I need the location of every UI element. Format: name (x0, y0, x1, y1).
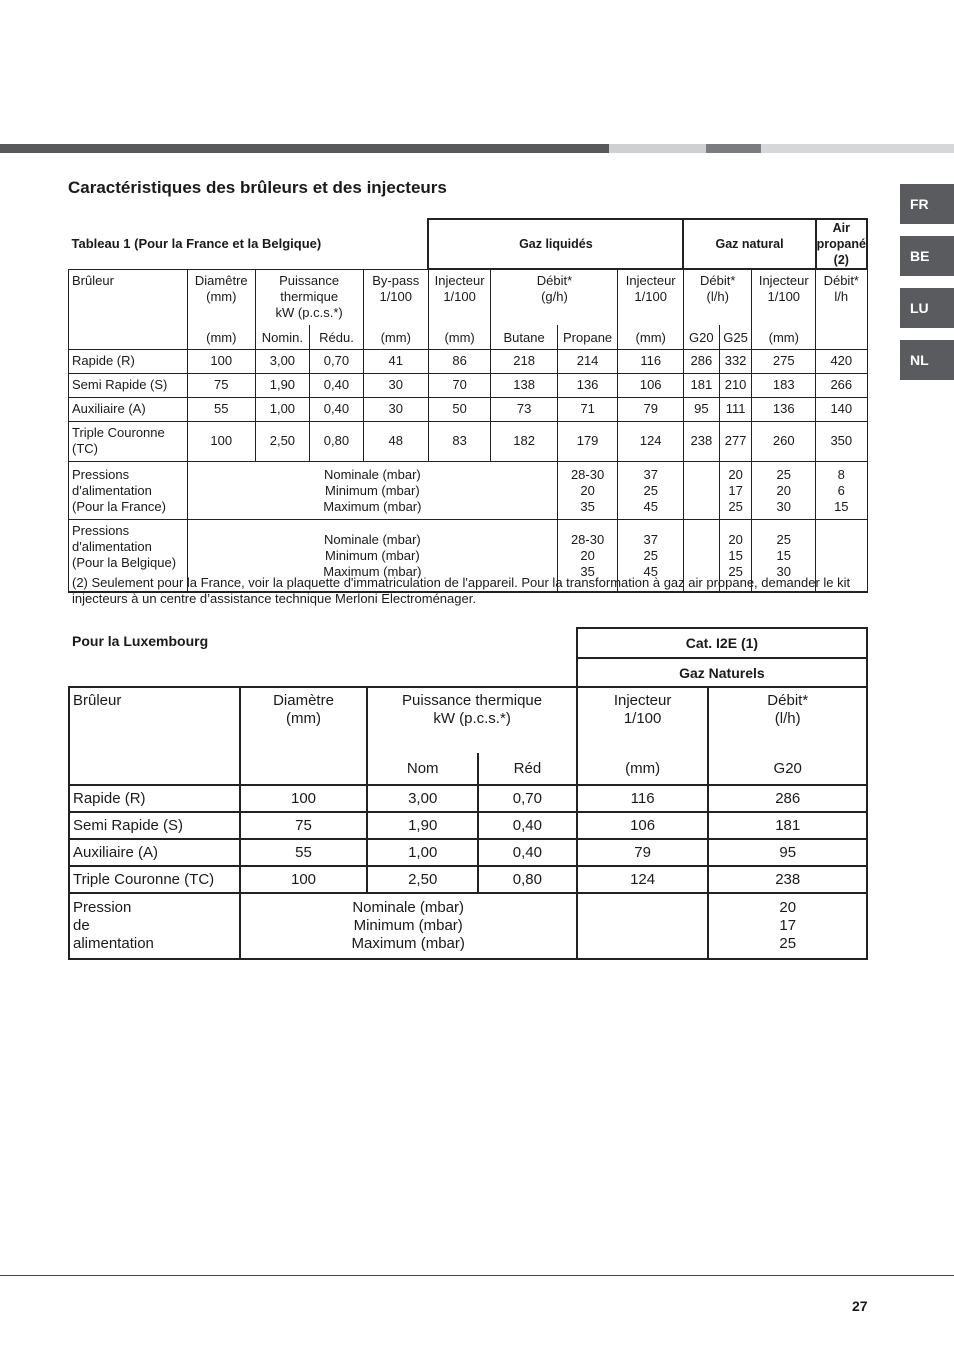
pressure-row: Pression de alimentation Nominale (mbar) Minimum (mbar) Maximum (mbar) 20 17 25 (69, 893, 867, 959)
header-color-bar (0, 144, 954, 153)
burner-table-france-belgium (68, 218, 868, 593)
unit-cell: Nom (367, 753, 478, 785)
category-header: Cat. I2E (1) (577, 628, 867, 658)
header-power: Puissance thermique kW (p.c.s.*) (255, 269, 363, 325)
pressure-row-belgium: Pressions d'alimentation (Pour la Belgique) Nominale (mbar) Minimum (mbar) Maximum (mbar) 28-30 20 35 37 25 45 20 15 25 25 15 30 (69, 519, 868, 592)
header-injector-natural: Injecteur 1/100 (618, 269, 684, 325)
burner-table-luxembourg (68, 627, 868, 960)
pressure-label: Pressions d'alimentation (Pour la France) (69, 461, 188, 519)
pressure-levels: Nominale (mbar) Minimum (mbar) Maximum (mbar) (187, 519, 557, 592)
header-injector: Injecteur 1/100 (428, 269, 491, 325)
header-diameter: Diamêtre (mm) (187, 269, 255, 325)
group-liquid-gas: Gaz liquidés (428, 219, 683, 269)
lang-tab-nl[interactable]: NL (900, 340, 954, 380)
unit-cell: G20 (708, 753, 867, 785)
unit-cell: Butane (491, 325, 557, 349)
pressure-label: Pressions d'alimentation (Pour la Belgique) (69, 519, 188, 592)
unit-cell: G20 (683, 325, 719, 349)
unit-cell: Rédu. (310, 325, 363, 349)
pressure-levels: Nominale (mbar) Minimum (mbar) Maximum (mbar) (240, 893, 577, 959)
page-title: Caractéristiques des brûleurs et des injecteurs (68, 178, 447, 197)
table-row: Triple Couronne (TC) 100 2,50 0,80 48 83 182 179 124 238 277 260 350 (69, 421, 868, 461)
header-burner: Brûleur (69, 687, 240, 785)
table1-caption: Tableau 1 (Pour la France et la Belgique) (71, 235, 322, 251)
table-row: Triple Couronne (TC) 100 2,50 0,80 124 238 (69, 866, 867, 893)
header-flow: Débit* (l/h) (708, 687, 867, 753)
table-row: Auxiliaire (A) 55 1,00 0,40 79 95 (69, 839, 867, 866)
table-row: Rapide (R) 100 3,00 0,70 116 286 (69, 785, 867, 812)
table-row: Auxiliaire (A) 55 1,00 0,40 30 50 73 71 79 95 111 136 140 (69, 397, 868, 421)
group-propane-air: Air propané (2) (816, 221, 866, 267)
footer-divider (0, 1275, 954, 1276)
unit-cell: G25 (719, 325, 752, 349)
unit-cell: Propane (557, 325, 618, 349)
unit-cell: Nomin. (255, 325, 310, 349)
language-tabs (900, 184, 954, 392)
pressure-row-france: Pressions d'alimentation (Pour la France) Nominale (mbar) Minimum (mbar) Maximum (mbar) 28-30 20 35 37 25 45 20 17 25 25 20 30 8 6 15 (69, 461, 868, 519)
unit-cell: (mm) (187, 325, 255, 349)
pressure-levels: Nominale (mbar) Minimum (mbar) Maximum (mbar) (187, 461, 557, 519)
header-diameter: Diamètre (mm) (240, 687, 368, 785)
pressure-label: Pression de alimentation (69, 893, 240, 959)
unit-cell: (mm) (752, 325, 816, 349)
lang-tab-lu[interactable]: LU (900, 288, 954, 328)
header-flow-air: Débit* l/h (816, 269, 867, 325)
unit-cell: (mm) (577, 753, 709, 785)
lang-tab-be[interactable]: BE (900, 236, 954, 276)
header-power: Puissance thermique kW (p.c.s.*) (367, 687, 576, 753)
lang-tab-fr[interactable]: FR (900, 184, 954, 224)
unit-cell: (mm) (618, 325, 684, 349)
header-bypass: By-pass 1/100 (363, 269, 428, 325)
unit-cell (816, 325, 867, 349)
table-row: Semi Rapide (S) 75 1,90 0,40 106 181 (69, 812, 867, 839)
header-injector-air: Injecteur 1/100 (752, 269, 816, 325)
page-number: 27 (852, 1298, 868, 1314)
group-natural-gas: Gaz natural (683, 219, 815, 269)
gas-type-header: Gaz Naturels (577, 658, 867, 687)
header-flow-lh: Débit* (l/h) (683, 269, 751, 325)
header-injector: Injecteur 1/100 (577, 687, 709, 753)
unit-cell: (mm) (428, 325, 491, 349)
table-row: Semi Rapide (S) 75 1,90 0,40 30 70 138 136 106 181 210 183 266 (69, 373, 868, 397)
header-burner: Brûleur (69, 269, 188, 349)
unit-cell: Réd (478, 753, 577, 785)
unit-cell: (mm) (363, 325, 428, 349)
table-row: Rapide (R) 100 3,00 0,70 41 86 218 214 116 286 332 275 420 (69, 349, 868, 373)
table2-caption: Pour la Luxembourg (72, 633, 209, 649)
footnote: (2) Seulement pour la France, voir la plaquette d'immatriculation de l'appareil. Pour la transformation à gaz air propane, demander le kit injecteurs à un centre d’assistance technique Merloni Electroménager. (72, 575, 851, 606)
header-flow-gh: Débit* (g/h) (491, 269, 618, 325)
